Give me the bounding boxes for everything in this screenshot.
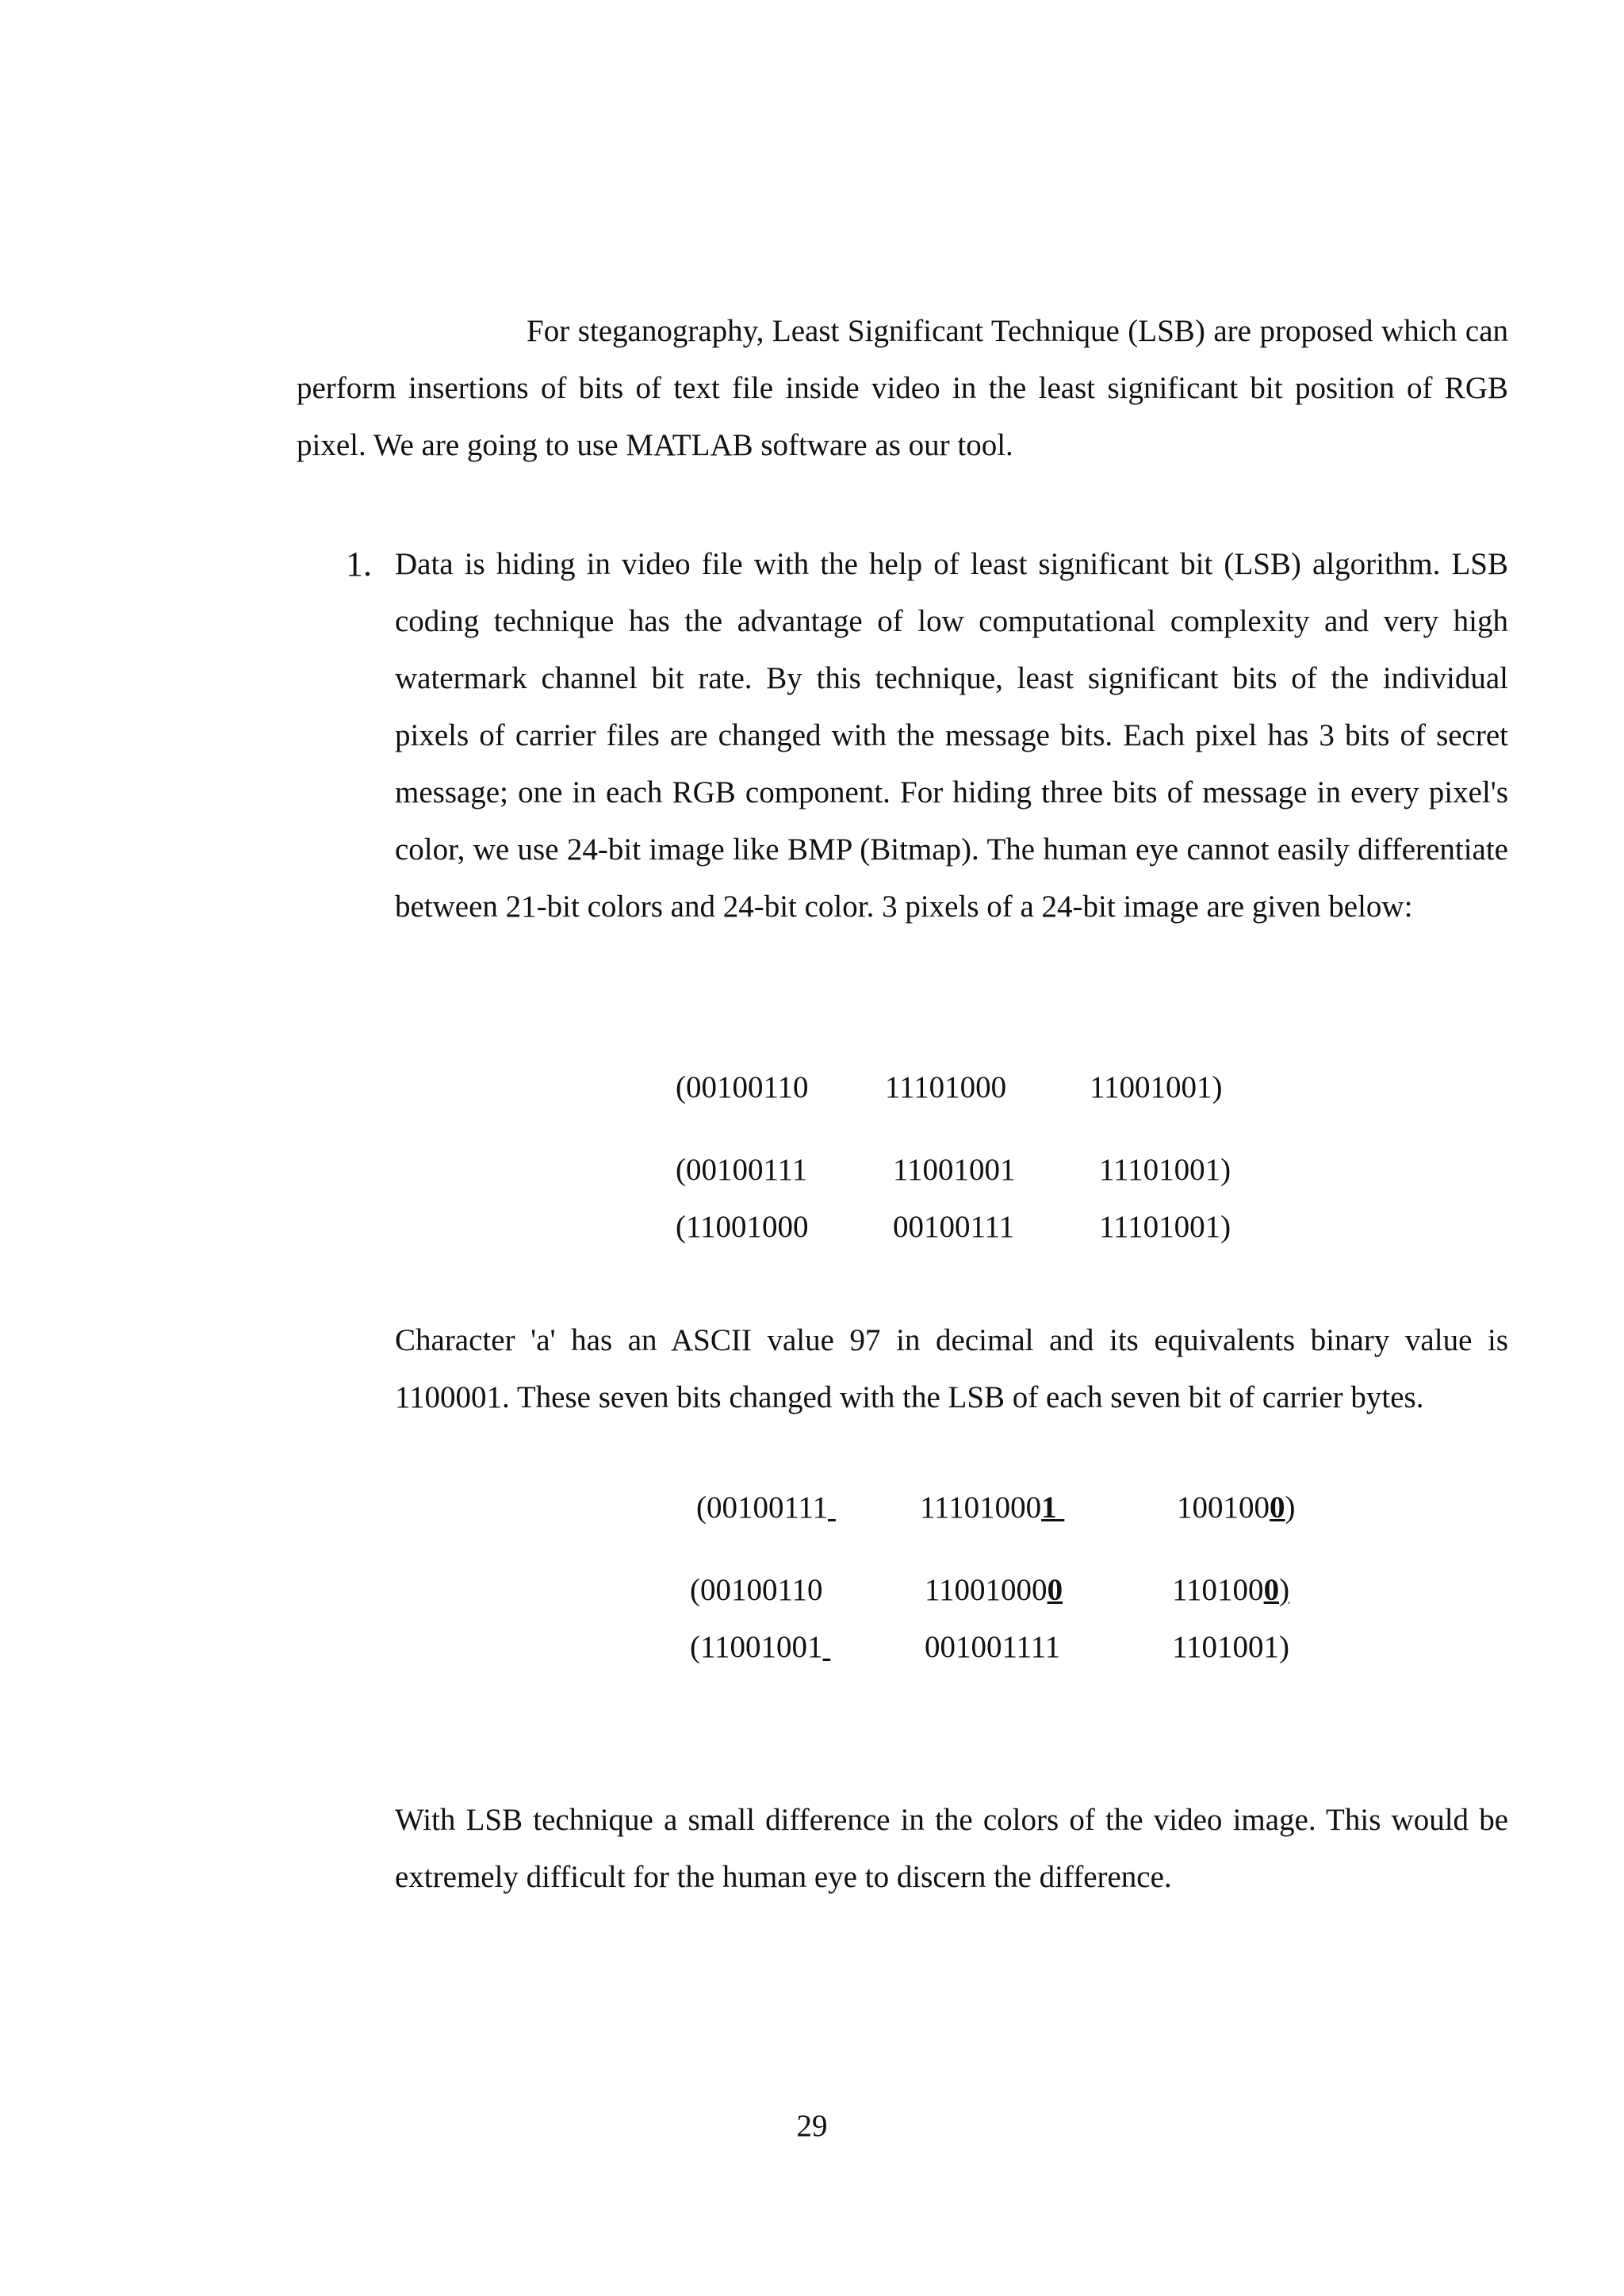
changed-bit: 0: [1270, 1490, 1285, 1525]
closing-paragraph: With LSB technique a small difference in the colors of the video image. This would be extremely difficult for the human eye to discern the difference.: [395, 1803, 1508, 1894]
changed-bit: 0: [1263, 1573, 1280, 1607]
modified-byte: 1001000): [1177, 1490, 1296, 1525]
modified-byte: 1101001): [1172, 1630, 1290, 1664]
modified-byte: 001001111: [925, 1630, 1061, 1664]
modified-byte: (00100110: [690, 1573, 823, 1607]
original-byte: 11001001): [1090, 1070, 1223, 1104]
original-byte: 11101000: [885, 1070, 1007, 1104]
modified-byte: 1101000): [1172, 1573, 1290, 1607]
intro-paragraph-text: For steganography, Least Significant Technique (LSB) are proposed which can perform insertions of bits of text file inside video in the least significant bit position of RGB pixel. We are going to use MATLAB software as our tool.: [297, 314, 1508, 462]
original-pixel-row: [0, 1064, 1223, 1112]
modified-byte: 111010001: [920, 1490, 1057, 1525]
modified-pixel-row: [0, 1624, 1290, 1671]
modified-byte: (11001001: [690, 1630, 823, 1664]
original-byte: 11101001): [1099, 1153, 1231, 1187]
character-paragraph: Character 'a' has an ASCII value 97 in decimal and its equivalents binary value is 1100001. These seven bits changed with the LSB of each seven bit of carrier bytes.: [395, 1323, 1508, 1414]
original-byte: 00100111: [893, 1210, 1015, 1244]
modified-pixel-row: [0, 1484, 1296, 1532]
changed-bit: 0: [1047, 1573, 1063, 1607]
modified-byte: (00100111: [696, 1490, 829, 1525]
original-pixel-row: [0, 1203, 1231, 1251]
original-byte: (11001000: [676, 1210, 809, 1244]
original-pixel-row: [0, 1146, 1231, 1194]
page-number: 29: [796, 2109, 828, 2143]
original-byte: 11101001): [1099, 1210, 1231, 1244]
intro-paragraph: [297, 303, 1508, 474]
original-byte: 11001001: [893, 1153, 1016, 1187]
original-byte: (00100111: [676, 1153, 808, 1187]
list-item-paragraph: Data is hiding in video file with the help of least significant bit (LSB) algorithm. LSB coding technique has the advantage of low computational complexity and very high watermark channel bit rate. By this technique, least significant bits of the individual pixels of carrier files are changed with the message bits. Each pixel has 3 bits of secret message; one in each RGB component. For hiding three bits of message in every pixel's color, we use 24-bit image like BMP (Bitmap). The human eye cannot easily differentiate between 21-bit colors and 24-bit color. 3 pixels of a 24-bit image are given below:: [395, 547, 1508, 924]
modified-pixel-row: [0, 1567, 1290, 1614]
original-byte: (00100110: [676, 1070, 809, 1104]
modified-byte: 110010000: [925, 1573, 1063, 1607]
changed-bit: 1: [1041, 1490, 1057, 1525]
list-item-number: 1.: [346, 545, 372, 584]
